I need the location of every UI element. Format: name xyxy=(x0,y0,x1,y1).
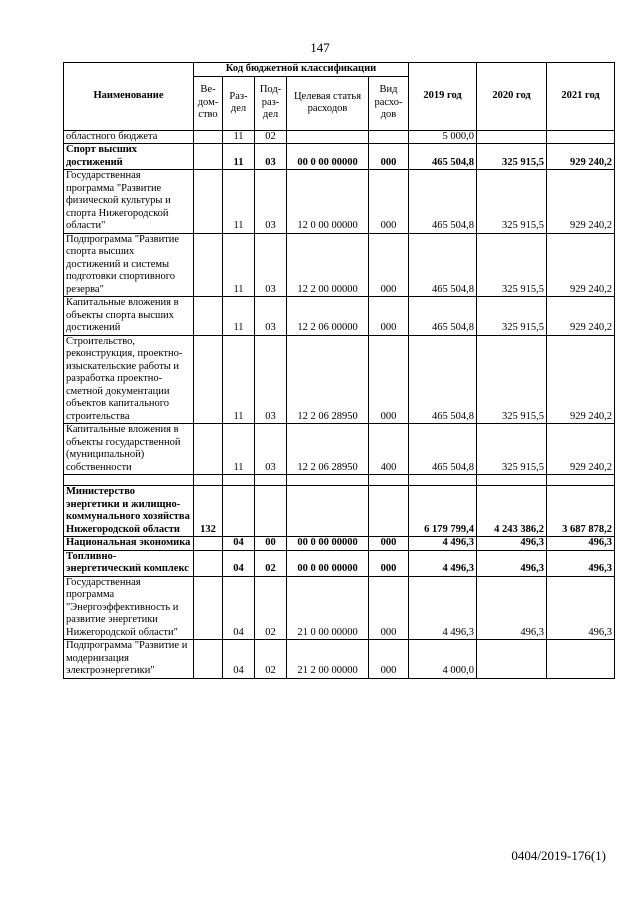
cell-department xyxy=(194,233,223,297)
table-row xyxy=(64,144,615,170)
table-row xyxy=(64,130,615,144)
cell-2019: 465 504,8 xyxy=(409,297,477,336)
cell-subsection: 00 xyxy=(255,537,287,551)
cell-name: Министерство энергетики и жилищно-коммунального хозяйства Нижегородской области xyxy=(64,486,194,537)
table-row xyxy=(64,576,615,640)
cell-expense-type: 000 xyxy=(369,335,409,424)
cell-section: 11 xyxy=(223,424,255,475)
cell-2019: 465 504,8 xyxy=(409,335,477,424)
cell-department xyxy=(194,550,223,576)
cell-2020: 325 915,5 xyxy=(477,170,547,234)
cell-2019: 4 000,0 xyxy=(409,640,477,679)
cell-2020: 496,3 xyxy=(477,576,547,640)
document-code: 0404/2019-176(1) xyxy=(511,848,606,863)
table-row xyxy=(64,335,615,424)
table-row xyxy=(64,297,615,336)
cell-subsection: 03 xyxy=(255,424,287,475)
cell-section: 11 xyxy=(223,144,255,170)
table-row xyxy=(64,170,615,234)
cell-2019: 6 179 799,4 xyxy=(409,486,477,537)
cell-name: Топливно-энергетический комплекс xyxy=(64,550,194,576)
cell-2019: 465 504,8 xyxy=(409,170,477,234)
cell-2021: 929 240,2 xyxy=(547,424,615,475)
cell-2019: 465 504,8 xyxy=(409,424,477,475)
cell-section: 11 xyxy=(223,233,255,297)
cell-target: 12 0 00 00000 xyxy=(287,170,369,234)
cell-2019: 4 496,3 xyxy=(409,576,477,640)
cell-2020: 325 915,5 xyxy=(477,144,547,170)
cell-subsection: 03 xyxy=(255,233,287,297)
header-2020: 2020 год xyxy=(477,63,547,131)
table-row xyxy=(64,424,615,475)
cell-section: 11 xyxy=(223,130,255,144)
cell-2019: 465 504,8 xyxy=(409,144,477,170)
spacer-row xyxy=(64,475,615,486)
cell-target: 21 2 00 00000 xyxy=(287,640,369,679)
cell-department xyxy=(194,475,223,486)
cell-expense-type: 000 xyxy=(369,640,409,679)
cell-2021 xyxy=(547,130,615,144)
cell-2020: 325 915,5 xyxy=(477,297,547,336)
cell-2020: 496,3 xyxy=(477,550,547,576)
cell-expense-type: 000 xyxy=(369,537,409,551)
header-subsection: Под-раз-дел xyxy=(255,76,287,130)
cell-expense-type xyxy=(369,130,409,144)
header-2021: 2021 год xyxy=(547,63,615,131)
cell-target xyxy=(287,486,369,537)
cell-expense-type xyxy=(369,475,409,486)
cell-name: Государственная программа "Энергоэффективность и развитие энергетики Нижегородской области" xyxy=(64,576,194,640)
cell-department xyxy=(194,335,223,424)
cell-section xyxy=(223,475,255,486)
cell-2020: 325 915,5 xyxy=(477,335,547,424)
cell-department xyxy=(194,170,223,234)
cell-subsection: 03 xyxy=(255,144,287,170)
table-row xyxy=(64,550,615,576)
header-expense-type: Вид расхо-дов xyxy=(369,76,409,130)
header-code-group: Код бюджетной классификации xyxy=(194,63,409,77)
header-target: Целевая статья расходов xyxy=(287,76,369,130)
cell-2020: 4 243 386,2 xyxy=(477,486,547,537)
cell-section: 11 xyxy=(223,297,255,336)
cell-target xyxy=(287,475,369,486)
cell-2021: 929 240,2 xyxy=(547,144,615,170)
cell-department xyxy=(194,297,223,336)
cell-section: 04 xyxy=(223,550,255,576)
cell-2019 xyxy=(409,475,477,486)
cell-department xyxy=(194,144,223,170)
header-name: Наименование xyxy=(64,63,194,131)
cell-2021: 496,3 xyxy=(547,537,615,551)
cell-subsection: 02 xyxy=(255,550,287,576)
cell-subsection: 03 xyxy=(255,335,287,424)
cell-subsection: 03 xyxy=(255,297,287,336)
cell-target: 21 0 00 00000 xyxy=(287,576,369,640)
cell-section: 04 xyxy=(223,640,255,679)
cell-target: 00 0 00 00000 xyxy=(287,550,369,576)
cell-name: Капитальные вложения в объекты спорта высших достижений xyxy=(64,297,194,336)
cell-target: 00 0 00 00000 xyxy=(287,537,369,551)
cell-department xyxy=(194,537,223,551)
cell-2020 xyxy=(477,130,547,144)
cell-2019: 4 496,3 xyxy=(409,550,477,576)
cell-section: 04 xyxy=(223,576,255,640)
cell-section: 04 xyxy=(223,537,255,551)
page-number: 147 xyxy=(310,40,330,55)
table-row xyxy=(64,486,615,537)
cell-expense-type: 000 xyxy=(369,550,409,576)
cell-target: 12 2 06 00000 xyxy=(287,297,369,336)
cell-expense-type: 400 xyxy=(369,424,409,475)
cell-expense-type xyxy=(369,486,409,537)
cell-name xyxy=(64,475,194,486)
cell-2021: 929 240,2 xyxy=(547,170,615,234)
table-row xyxy=(64,640,615,679)
cell-subsection xyxy=(255,486,287,537)
cell-name: Подпрограмма "Развитие спорта высших достижений и системы подготовки спортивного резерва" xyxy=(64,233,194,297)
cell-department: 132 xyxy=(194,486,223,537)
cell-name: Спорт высших достижений xyxy=(64,144,194,170)
cell-2021: 929 240,2 xyxy=(547,297,615,336)
budget-table xyxy=(63,62,615,679)
cell-2021: 929 240,2 xyxy=(547,233,615,297)
cell-expense-type: 000 xyxy=(369,233,409,297)
header-department: Ве-дом-ство xyxy=(194,76,223,130)
cell-name: областного бюджета xyxy=(64,130,194,144)
cell-2020: 496,3 xyxy=(477,537,547,551)
cell-2021: 496,3 xyxy=(547,550,615,576)
cell-section xyxy=(223,486,255,537)
cell-department xyxy=(194,640,223,679)
cell-2020: 325 915,5 xyxy=(477,233,547,297)
cell-2021: 496,3 xyxy=(547,576,615,640)
cell-2020: 325 915,5 xyxy=(477,424,547,475)
table-row xyxy=(64,537,615,551)
cell-target xyxy=(287,130,369,144)
cell-expense-type: 000 xyxy=(369,297,409,336)
cell-2020 xyxy=(477,640,547,679)
cell-target: 12 2 00 00000 xyxy=(287,233,369,297)
cell-2019: 5 000,0 xyxy=(409,130,477,144)
cell-department xyxy=(194,130,223,144)
cell-subsection xyxy=(255,475,287,486)
cell-expense-type: 000 xyxy=(369,170,409,234)
cell-section: 11 xyxy=(223,170,255,234)
cell-subsection: 03 xyxy=(255,170,287,234)
cell-2021: 3 687 878,2 xyxy=(547,486,615,537)
cell-department xyxy=(194,424,223,475)
table-row xyxy=(64,233,615,297)
header-section: Раз-дел xyxy=(223,76,255,130)
cell-2019: 465 504,8 xyxy=(409,233,477,297)
cell-name: Строительство, реконструкция, проектно-изыскательские работы и разработка проектно-сметной документации объектов капитального строительства xyxy=(64,335,194,424)
cell-section: 11 xyxy=(223,335,255,424)
cell-name: Подпрограмма "Развитие и модернизация электроэнергетики" xyxy=(64,640,194,679)
cell-2021: 929 240,2 xyxy=(547,335,615,424)
cell-2021 xyxy=(547,475,615,486)
cell-expense-type: 000 xyxy=(369,576,409,640)
cell-target: 12 2 06 28950 xyxy=(287,335,369,424)
cell-subsection: 02 xyxy=(255,576,287,640)
cell-subsection: 02 xyxy=(255,640,287,679)
cell-expense-type: 000 xyxy=(369,144,409,170)
cell-target: 12 2 06 28950 xyxy=(287,424,369,475)
table-body xyxy=(64,130,615,678)
cell-department xyxy=(194,576,223,640)
cell-2019: 4 496,3 xyxy=(409,537,477,551)
cell-2020 xyxy=(477,475,547,486)
cell-name: Капитальные вложения в объекты государственной (муниципальной) собственности xyxy=(64,424,194,475)
cell-name: Национальная экономика xyxy=(64,537,194,551)
cell-2021 xyxy=(547,640,615,679)
cell-target: 00 0 00 00000 xyxy=(287,144,369,170)
header-2019: 2019 год xyxy=(409,63,477,131)
cell-subsection: 02 xyxy=(255,130,287,144)
cell-name: Государственная программа "Развитие физической культуры и спорта Нижегородской области" xyxy=(64,170,194,234)
